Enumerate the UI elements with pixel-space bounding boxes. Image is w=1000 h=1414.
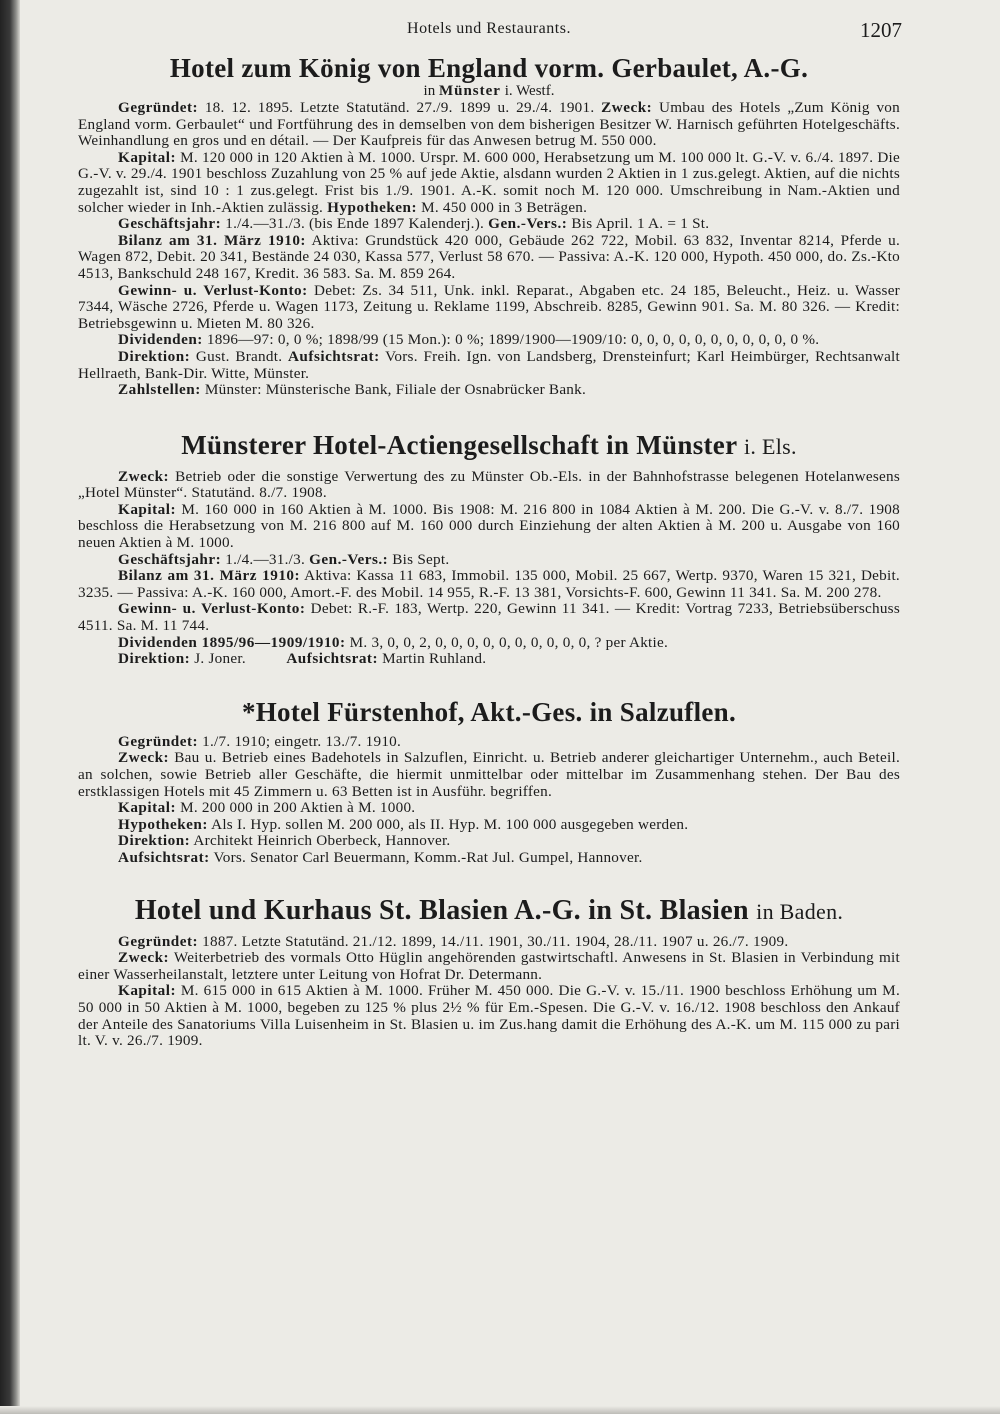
entry-paragraph [78,216,900,233]
field-text: M. 200 000 in 200 Aktien à M. 1000. [176,799,416,817]
field-text: Debet: R.-F. 183, Wertp. 220, Gewinn 11 341. — Kredit: Vortrag 7233, Betriebsüberschuss 4511. Sa. M. 11 744. [78,600,900,635]
field-text: M. 120 000 in 120 Aktien à M. 1000. Urspr. M. 600 000, Herabsetzung um M. 100 000 lt. G.-V. v. 6./4. 1897. Die G.-V. v. 29./4. 1901 beschloss Zuzahlung von 25 % auf jede Aktie, alsdann wurden 2 Aktien in 1 zus.gelegt. Aktien, auf die nichts zugezahlt ist, sind 10 : 1 zus.gelegt. Frist bis 1./9. 1901. A.-K. somit noch M. 120 000. Umschreibung in Nam.-Aktien und solcher wieder in Inh.-Aktien zulässig. [78,148,900,216]
field-label: Gewinn- u. Verlust-Konto: [118,281,308,299]
field-label: Bilanz am 31. März 1910: [118,567,301,585]
field-text: Bis April. 1 A. = 1 St. [567,215,710,233]
field-text: M. 615 000 in 615 Aktien à M. 1000. Früher M. 450 000. Die G.-V. v. 15./11. 1900 beschloss Erhöhung um M. 50 000 in 50 Aktien à M. 1000, begeben zu 125 % plus 2½ % für Em.-Spesen. Die G.-V. v. 16./12. 1908 beschloss den Ankauf der Anteile des Sanatoriums Villa Luisenheim in St. Blasien u. im Zus.hang damit die Erhöhung des A.-K. um M. 115 000 zu pari lt. V. v. 26./7. 1909. [78,982,900,1050]
field-text: J. Joner. [190,650,287,668]
field-text: M. 3, 0, 0, 2, 0, 0, 0, 0, 0, 0, 0, 0, 0, 0, ? per Aktie. [345,633,669,651]
field-text: Gust. Brandt. [190,347,288,365]
field-text: Aktiva: Grundstück 420 000, Gebäude 262 722, Mobil. 63 832, Inventar 8214, Pferde u. Wagen 872, Debit. 20 341, Bestände 24 030, Kassa 577, Verlust 58 670. — Passiva: A.-K. 120 000, Hypoth. 450 000, do. Zs.-Kto 4513, Bankschuld 248 167, Kredit. 36 583. Sa. M. 859 264. [78,231,900,282]
field-label: Gegründet: [118,732,199,750]
company-entry-st-blasien [78,895,900,1050]
field-text: Münster: Münsterische Bank, Filiale der Osnabrücker Bank. [200,381,587,399]
field-text: 1./7. 1910; eingetr. 13./7. 1910. [198,732,402,750]
field-text: Betrieb oder die sonstige Verwertung des zu Münster Ob.-Els. in der Bahnhofstrasse belegenen Hotelanwesens „Hotel Münster“. Statutänd. 8./7. 1908. [78,467,900,502]
document-page [78,18,900,1050]
field-label: Geschäftsjahr: [118,215,222,233]
field-text: Martin Ruhland. [378,650,487,668]
location-prefix: in [423,83,436,99]
field-text: 1./4.—31./3. (bis Ende 1897 Kalenderj.). [221,215,489,233]
page-binding-edge [0,0,20,1414]
field-label: Geschäftsjahr: [118,550,222,568]
company-title: *Hotel Fürstenhof, Akt.-Ges. in Salzuflen. [241,696,737,727]
entry-paragraph [78,934,900,951]
field-text: Vors. Freih. Ign. von Landsberg, Drensteinfurt; Karl Heimbürger, Rechtsanwalt Hellraeth, Bank-Dir. Witte, Münster. [78,347,900,382]
field-label: Direktion: [118,832,191,850]
field-label: Kapital: [118,799,177,817]
field-text: 1887. Letzte Statutänd. 21./12. 1899, 14./11. 1901, 30./11. 1904, 28./11. 1907 u. 26./7. 1909. [198,932,789,950]
running-head [78,18,900,46]
entry-paragraph [78,349,900,382]
field-label: Dividenden 1895/96—1909/1910: [118,633,346,651]
field-text: Debet: Zs. 34 511, Unk. inkl. Reparat., Abgaben etc. 24 185, Beleucht., Heiz. u. Wasser 7344, Wäsche 2726, Pferde u. Wagen 1173, Zeitung u. Reklame 1199, Abschreib. 8285, Gewinn 901. Sa. M. 80 326. — Kredit: Betriebsgewinn u. Mieten M. 80 326. [78,281,900,332]
entry-paragraph [78,983,900,1049]
field-text: M. 160 000 in 160 Aktien à M. 1000. Bis 1908: M. 216 800 in 1084 Aktien à M. 200. Die G.-V. v. 8./7. 1908 beschloss die Herabsetzung von M. 216 800 auf M. 160 000 durch Einziehung der alten Aktien à M. 200 u. Ausgabe von 160 neuen Aktien à M. 1000. [78,500,900,552]
field-label: Gen.-Vers.: [488,215,568,233]
field-label: Zweck: [118,467,170,485]
field-label: Kapital: [118,982,177,1000]
entry-paragraph [78,635,900,652]
page-bottom-edge [0,1406,1000,1414]
entry-paragraph [78,233,900,283]
entry-paragraph [78,568,900,601]
field-label: Kapital: [118,148,177,166]
running-title: Hotels und Restaurants. [407,20,571,37]
company-title [78,895,900,928]
entry-paragraph [78,100,900,150]
field-label: Zweck: [118,749,170,767]
entry-paragraph [78,950,900,983]
page-number: 1207 [860,18,902,42]
entry-paragraph [78,332,900,349]
entry-paragraph [78,800,900,817]
field-label: Bilanz am 31. März 1910: [118,231,306,249]
field-text: Bis Sept. [388,550,450,568]
field-label: Aufsichtsrat: [287,347,380,365]
field-label: Gewinn- u. Verlust-Konto: [118,600,306,618]
field-text: 18. 12. 1895. Letzte Statutänd. 27./9. 1899 u. 29./4. 1901. [198,99,602,116]
company-title [78,429,900,463]
field-label: Gegründet: [118,99,199,116]
field-label: Aufsichtsrat: [118,848,210,866]
field-label: Hypotheken: [118,815,208,833]
field-label: Direktion: [118,650,191,668]
field-text: Umbau des Hotels „Zum König von England vorm. Gerbaulet“ und Fortführung des in demselben von dem bisherigen Besitzer W. Harnisch geführten Hotelgeschäfts. Weinhandlung en gros und en détail. — Der Kaufpreis für das Anwesen betrug M. 550 000. [78,99,900,150]
company-title-suffix: in Baden. [756,898,844,924]
entry-paragraph [78,601,900,634]
field-label: Gegründet: [118,932,199,950]
location-city: Münster [438,83,501,99]
field-text: 1896—97: 0, 0 %; 1898/99 (15 Mon.): 0 %; 1899/1900—1909/10: 0, 0, 0, 0, 0, 0, 0, 0, 0, 0, 0 %. [202,331,820,349]
field-label: Zahlstellen: [118,381,201,399]
location-suffix: i. Westf. [504,83,555,99]
entry-paragraph [78,817,900,834]
field-label: Zweck: [601,99,653,116]
company-location [78,83,900,100]
entry-paragraph [78,552,900,569]
entry-paragraph [78,382,900,399]
field-label: Gen.-Vers.: [309,550,389,568]
field-label: Aufsichtsrat: [286,650,379,668]
entry-paragraph [78,651,900,668]
field-text: 1./4.—31./3. [221,550,310,568]
entry-paragraph [78,150,900,216]
field-text: Als I. Hyp. sollen M. 200 000, als II. Hyp. M. 100 000 ausgegeben werden. [207,815,689,833]
company-title: Hotel zum König von England vorm. Gerbaulet, A.-G. [169,53,809,83]
field-text: Aktiva: Kassa 11 683, Immobil. 135 000, Mobil. 25 667, Wertp. 9370, Waren 15 321, Debit. 3235. — Passiva: A.-K. 160 000, Amort.-F. des Mobil. 14 955, R.-F. 13 381, Vorsichts-F. 600, Gewinn 11 341. Sa. M. 200 278. [78,567,900,601]
company-title-suffix: i. Els. [743,433,797,459]
entry-paragraph [78,502,900,552]
company-entry-hotel-fuerstenhof [78,696,900,867]
company-entry-koenig-von-england [78,52,900,399]
field-label: Direktion: [118,347,191,365]
entry-paragraph [78,734,900,751]
field-label: Dividenden: [118,331,203,349]
field-text: M. 450 000 in 3 Beträgen. [417,198,588,216]
field-label: Hypotheken: [327,198,418,216]
company-entry-muensterer-hotel [78,429,900,668]
field-text: Weiterbetrieb des vormals Otto Hüglin angehörenden gastwirtschaftl. Anwesens in St. Blasien in Verbindung mit einer Wasserheilanstalt, letztere unter Leitung von Hofrat Dr. Determann. [78,949,900,983]
entry-paragraph [78,750,900,800]
entry-paragraph [78,283,900,333]
entry-paragraph [78,850,900,867]
field-text: Vors. Senator Carl Beuermann, Komm.-Rat Jul. Gumpel, Hannover. [209,848,643,866]
entry-paragraph [78,833,900,850]
field-label: Kapital: [118,500,177,518]
field-text: Architekt Heinrich Oberbeck, Hannover. [190,832,451,850]
company-title-main: Münsterer Hotel-Actiengesellschaft in Münster [181,429,737,460]
field-label: Zweck: [118,949,170,967]
company-title-main: Hotel und Kurhaus St. Blasien A.-G. in St. Blasien [134,894,749,926]
field-text: Bau u. Betrieb eines Badehotels in Salzuflen, Einricht. u. Betrieb anderer gleichartiger Unternehm., auch Beteil. an solchen, sowie Betrieb aller Geschäfte, die hiermit unmittelbar oder mittelbar im Zusammenhang stehen. Der Bau des erstklassigen Hotels mit 45 Zimmern u. 63 Betten ist in Ausführ. begriffen. [78,749,900,800]
entry-paragraph [78,469,900,502]
